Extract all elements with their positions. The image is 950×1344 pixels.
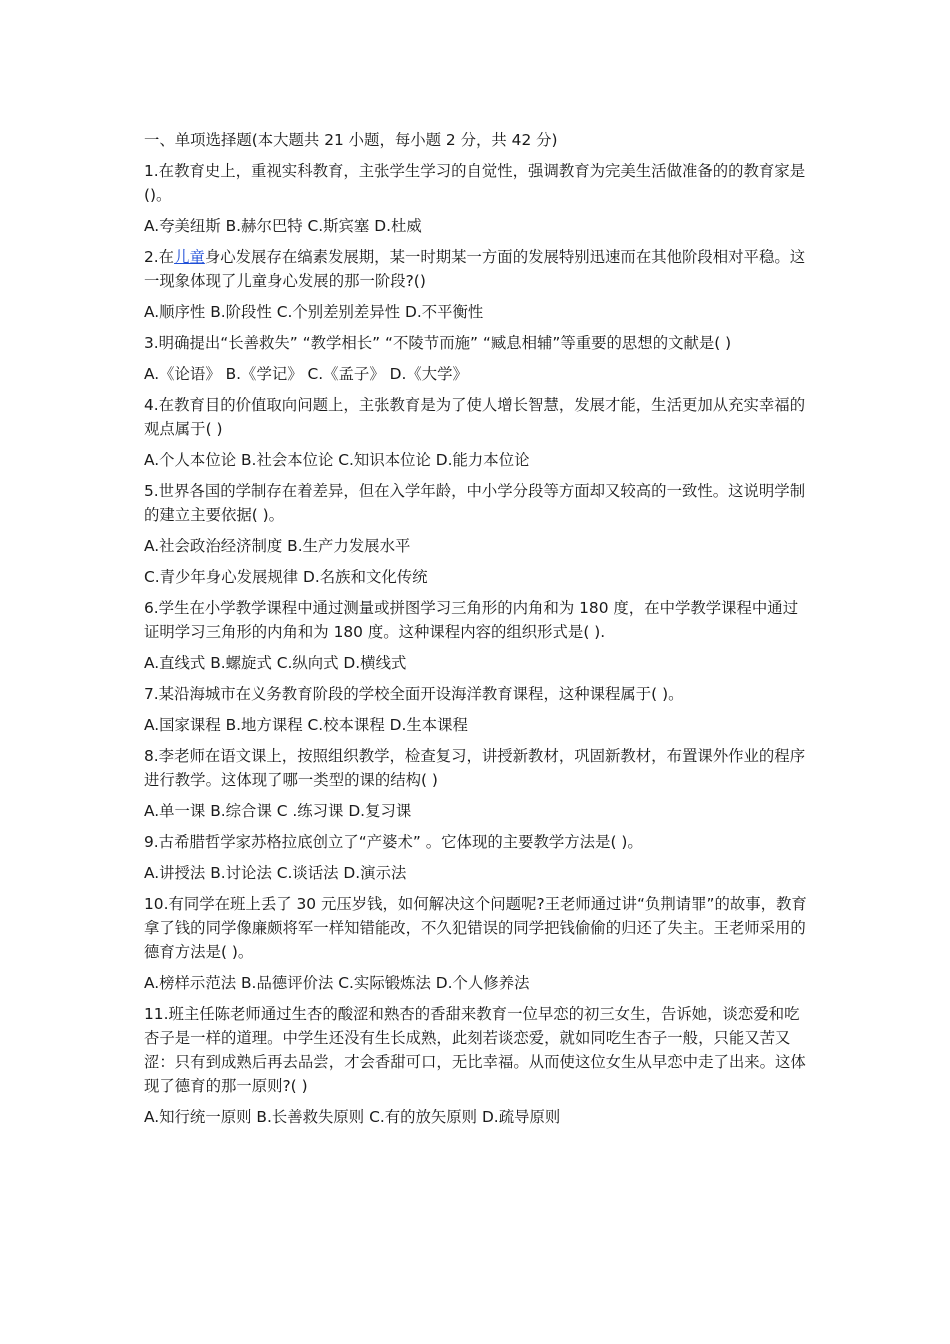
- section-title: 一、单项选择题(本大题共 21 小题，每小题 2 分，共 42 分): [144, 131, 558, 149]
- question-options: A.单一课 B.综合课 C .练习课 D.复习课: [144, 802, 412, 820]
- question-options: A.《论语》 B.《学记》 C.《孟子》 D.《大学》: [144, 365, 468, 383]
- question-options: A.夸美纽斯 B.赫尔巴特 C.斯宾塞 D.杜威: [144, 217, 422, 235]
- question-options: A.知行统一原则 B.长善救失原则 C.有的放矢原则 D.疏导原则: [144, 1108, 561, 1126]
- question-options: A.顺序性 B.阶段性 C.个别差别差异性 D.不平衡性: [144, 303, 484, 321]
- question-stem: 4.在教育目的价值取向问题上，主张教育是为了使人增长智慧，发展才能，生活更加从充实幸福的观点属于( ): [144, 396, 806, 438]
- question-options: A.国家课程 B.地方课程 C.校本课程 D.生本课程: [144, 716, 468, 734]
- question-options: A.讲授法 B.讨论法 C.谈话法 D.演示法: [144, 864, 407, 882]
- question-stem: [144, 245, 812, 293]
- question-stem: 11.班主任陈老师通过生杏的酸涩和熟杏的香甜来教育一位早恋的初三女生，告诉她，谈恋爱和吃杏子是一样的道理。中学生还没有生长成熟，此刻若谈恋爱，就如同吃生杏子一般，只能又苦又涩：只有到成熟后再去品尝，才会香甜可口，无比幸福。从而使这位女生从早恋中走了出来。这体现了德育的那一原则?( ): [144, 1005, 806, 1095]
- stem-text: 身心发展存在缟素发展期，某一时期某一方面的发展特别迅速而在其他阶段相对平稳。这一现象体现了儿童身心发展的那一阶段?(): [144, 248, 806, 290]
- question-stem: 6.学生在小学教学课程中通过测量或拼图学习三角形的内角和为 180 度，在中学教学课程中通过证明学习三角形的内角和为 180 度。这种课程内容的组织形式是( ).: [144, 599, 799, 641]
- question-options: A.直线式 B.螺旋式 C.纵向式 D.横线式: [144, 654, 407, 672]
- stem-text: 2.在: [144, 248, 175, 266]
- question-options: A.个人本位论 B.社会本位论 C.知识本位论 D.能力本位论: [144, 451, 530, 469]
- question-stem: 3.明确提出“长善救失” “教学相长” “不陵节而施” “臧息相辅”等重要的思想的文献是( ): [144, 334, 732, 352]
- question-options: A.社会政治经济制度 B.生产力发展水平: [144, 537, 411, 555]
- question-stem: 5.世界各国的学制存在着差异，但在入学年龄，中小学分段等方面却又较高的一致性。这说明学制的建立主要依据( )。: [144, 482, 806, 524]
- question-stem: 9.古希腊哲学家苏格拉底创立了“产婆术” 。它体现的主要教学方法是( )。: [144, 833, 643, 851]
- question-stem: 1.在教育史上，重视实科教育，主张学生学习的自觉性，强调教育为完美生活做准备的的教育家是()。: [144, 162, 806, 204]
- question-options: A.榜样示范法 B.品德评价法 C.实际锻炼法 D.个人修养法: [144, 974, 530, 992]
- question-options: C.青少年身心发展规律 D.名族和文化传统: [144, 568, 428, 586]
- document-page: [144, 128, 812, 1136]
- question-stem: 10.有同学在班上丢了 30 元压岁钱，如何解决这个问题呢?王老师通过讲“负荆请罪”的故事，教育拿了钱的同学像廉颇将军一样知错能改，不久犯错误的同学把钱偷偷的归还了失主。王老师采用的德育方法是( )。: [144, 895, 807, 961]
- children-link[interactable]: 儿童: [174, 248, 205, 266]
- question-stem: 8.李老师在语文课上，按照组织教学，检查复习，讲授新教材，巩固新教材，布置课外作业的程序进行教学。这体现了哪一类型的课的结构( ): [144, 747, 806, 789]
- question-stem: 7.某沿海城市在义务教育阶段的学校全面开设海洋教育课程，这种课程属于( )。: [144, 685, 684, 703]
